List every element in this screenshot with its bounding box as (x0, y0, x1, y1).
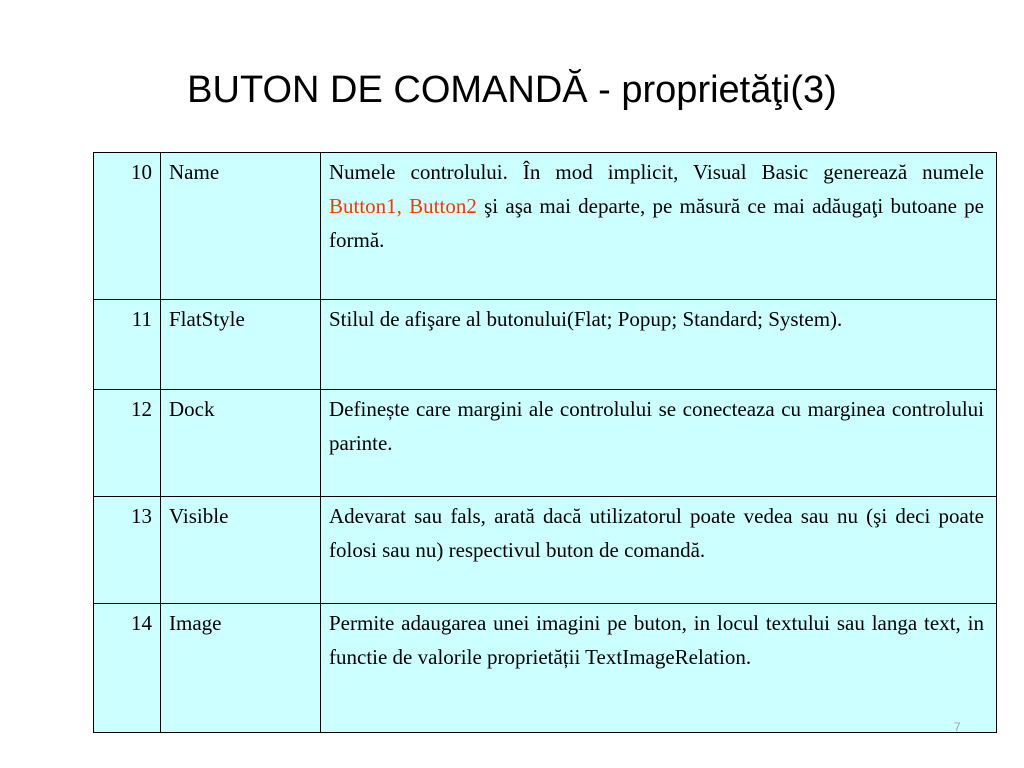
row-number: 11 (94, 300, 161, 390)
slide-title: BUTON DE COMANDĂ - proprietăţi(3) (187, 69, 837, 111)
table-row (94, 153, 997, 300)
property-description: Permite adaugarea unei imagini pe buton, in locul textului sau langa text, in functie de valorile proprietății TextImageRelation. (321, 604, 997, 733)
description-highlight: Button1, Button2 (329, 194, 477, 218)
row-number: 13 (94, 497, 161, 604)
property-name: Visible (161, 497, 321, 604)
table-row (94, 604, 997, 733)
property-description: Adevarat sau fals, arată dacă utilizatorul poate vedea sau nu (şi deci poate folosi sau nu) respectivul buton de comandă. (321, 497, 997, 604)
table-row (94, 390, 997, 497)
property-description: Definește care margini ale controlului se conecteaza cu marginea controlului parinte. (321, 390, 997, 497)
row-number: 12 (94, 390, 161, 497)
table-row (94, 497, 997, 604)
row-number: 14 (94, 604, 161, 733)
property-description (321, 153, 997, 300)
property-name: FlatStyle (161, 300, 321, 390)
property-name: Dock (161, 390, 321, 497)
description-text: Numele controlului. În mod implicit, Visual Basic generează numele (329, 160, 984, 184)
description-text: şi aşa mai departe, pe măsură ce mai adăugaţi butoane pe formă. (329, 194, 984, 252)
page-number: 7 (954, 720, 961, 734)
property-description: Stilul de afişare al butonului(Flat; Popup; Standard; System). (321, 300, 997, 390)
property-name: Name (161, 153, 321, 300)
properties-table (93, 152, 997, 733)
row-number: 10 (94, 153, 161, 300)
table-row (94, 300, 997, 390)
property-name: Image (161, 604, 321, 733)
